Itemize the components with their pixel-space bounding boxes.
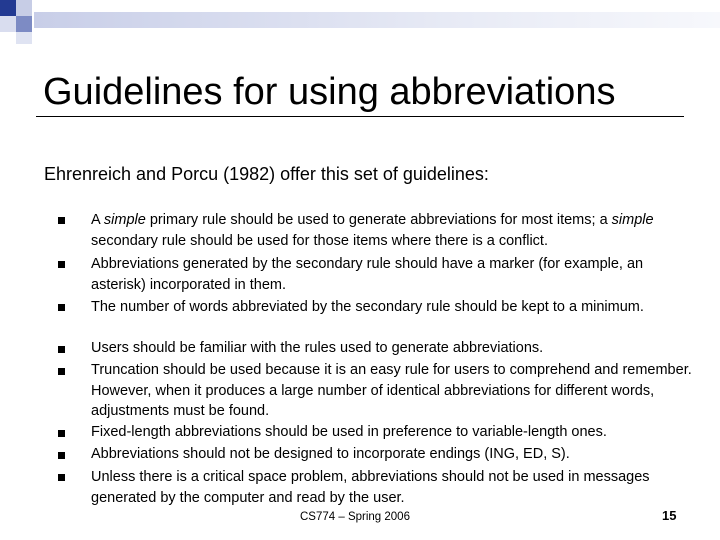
bullet-square-icon: [58, 368, 65, 375]
title-underline: [36, 116, 684, 117]
emphasis-text: simple: [611, 212, 654, 228]
list-item-text: Truncation should be used because it is an easy rule for users to comprehend and remember. However, when it produces a large number of identical abbreviations for different words, adjustments must be found.: [91, 362, 692, 419]
corner-decoration-square: [16, 32, 32, 44]
emphasis-text: simple: [103, 212, 146, 228]
corner-decoration-square: [0, 0, 16, 16]
intro-text: Ehrenreich and Porcu (1982) offer this set of guidelines:: [44, 164, 489, 184]
list-item-text: Abbreviations generated by the secondary rule should have a marker (for example, an asterisk) incorporated in them.: [91, 256, 644, 293]
text-run: primary rule should be used to generate abbreviations for most items; a: [145, 212, 612, 228]
bullet-square-icon: [58, 304, 65, 311]
text-run: secondary rule should be used for those items where there is a conflict.: [91, 232, 548, 249]
list-item-text: Fixed-length abbreviations should be used in preference to variable-length ones.: [91, 424, 607, 440]
text-run: A: [91, 212, 104, 228]
bullet-square-icon: [58, 261, 65, 268]
corner-decoration-square: [0, 16, 16, 32]
slide-footer: CS774 – Spring 2006: [300, 511, 410, 523]
list-item-text: Abbreviations should not be designed to incorporate endings (ING, ED, S).: [91, 446, 570, 462]
bullet-square-icon: [58, 346, 65, 353]
corner-decoration-square: [16, 0, 32, 16]
page-number: 15: [662, 508, 677, 523]
list-item-text: Unless there is a critical space problem, abbreviations should not be used in messages generated by the computer and read by the user.: [91, 469, 650, 506]
header-gradient-bar: [34, 12, 720, 28]
list-item-text: [91, 210, 701, 251]
bullet-square-icon: [58, 217, 65, 224]
list-item-text: Users should be familiar with the rules used to generate abbreviations.: [91, 340, 544, 356]
slide-title: Guidelines for using abbreviations: [43, 71, 616, 113]
bullet-square-icon: [58, 474, 65, 481]
corner-decoration-square: [16, 16, 32, 32]
list-item-text: The number of words abbreviated by the secondary rule should be kept to a minimum.: [91, 299, 644, 315]
bullet-square-icon: [58, 430, 65, 437]
bullet-square-icon: [58, 452, 65, 459]
